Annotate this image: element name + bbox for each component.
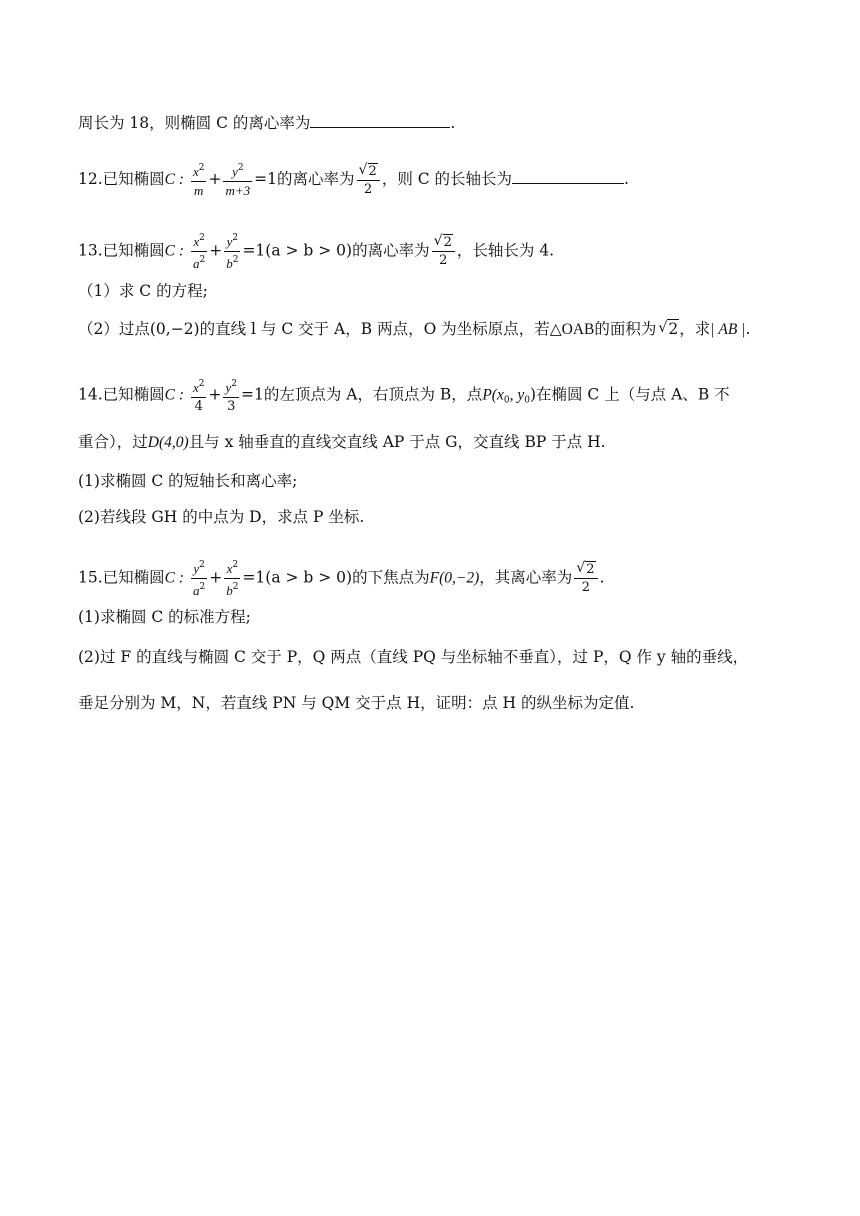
question-12: 12.已知椭圆C : $\frac{x^2}{m}$ + $\frac{y^2}{m+3}$ =1的离心率为 √ 2 2 ，则 C 的长轴长为 . [78, 161, 629, 198]
fraction-y2-over-b2: $\frac{y^2}{b^2}$ [224, 230, 240, 273]
fraction-x2-over-4: $\frac{x^2}{4}$ [191, 376, 207, 415]
fraction-sqrt2-over-2: √ 2 2 [357, 163, 380, 198]
question-15: 15.已知椭圆C : $\frac{y^2}{a^2}$ + $\frac{x^2}{b^2}$ =1(a > b > 0)的下焦点为F(0,−2)，其离心率为 √ 2 2 . [78, 557, 604, 600]
q13-part1: （1）求 C 的方程; [78, 282, 208, 300]
q15-part2-line2: 垂足分别为 M，N，若直线 PN 与 QM 交于点 H，证明：点 H 的纵坐标为定值. [78, 694, 635, 712]
fraction-x2-over-m: $\frac{x^2}{m}$ [191, 160, 207, 200]
answer-blank [512, 169, 624, 184]
fraction-sqrt2-over-2: √ 2 2 [432, 234, 455, 269]
fraction-y2-over-a2: $\frac{y^2}{a^2}$ [191, 557, 207, 600]
q15-part2-line1: (2)过 F 的直线与椭圆 C 交于 P，Q 两点（直线 PQ 与坐标轴不垂直），过 P，Q 作 y 轴的垂线， [78, 648, 749, 666]
q11-tail: 周长为 18，则椭圆 C 的离心率为 . [78, 114, 456, 132]
fraction-x2-over-b2: $\frac{x^2}{b^2}$ [224, 557, 240, 600]
answer-blank [310, 113, 450, 128]
question-13: 13.已知椭圆C : $\frac{x^2}{a^2}$ + $\frac{y^2}{b^2}$ =1(a > b > 0)的离心率为 √ 2 2 ，长轴长为 4. [78, 230, 554, 273]
q12-label: 12.已知椭圆 [78, 170, 165, 188]
ellipse-c: C : [164, 171, 185, 188]
q15-part1: (1)求椭圆 C 的标准方程; [78, 608, 251, 626]
q14-part2: (2)若线段 GH 的中点为 D，求点 P 坐标. [78, 508, 365, 526]
fraction-x2-over-a2: $\frac{x^2}{a^2}$ [191, 230, 207, 273]
fraction-y2-over-3: $\frac{y^2}{3}$ [223, 376, 239, 415]
fraction-sqrt2-over-2: √ 2 2 [574, 561, 597, 596]
q13-part2: （2）过点(0,−2)的直线 l 与 C 交于 A，B 两点，O 为坐标原点，若△OAB的面积为 √ 2，求| AB |. [78, 320, 751, 338]
question-14: 14.已知椭圆C : $\frac{x^2}{4}$ + $\frac{y^2}{3}$ =1的左顶点为 A，右顶点为 B，点$P(x_0$, $y_0$)在椭圆 C 上（与点 A、B 不 [78, 376, 730, 415]
q11-text: 周长为 18，则椭圆 C 的离心率为 [78, 114, 311, 132]
q14-part1: (1)求椭圆 C 的短轴长和离心率; [78, 472, 298, 490]
fraction-y2-over-m3: $\frac{y^2}{m+3}$ [223, 160, 252, 200]
q14-line2: 重合），过D(4,0)且与 x 轴垂直的直线交直线 AP 于点 G，交直线 BP 于点 H. [78, 433, 606, 451]
